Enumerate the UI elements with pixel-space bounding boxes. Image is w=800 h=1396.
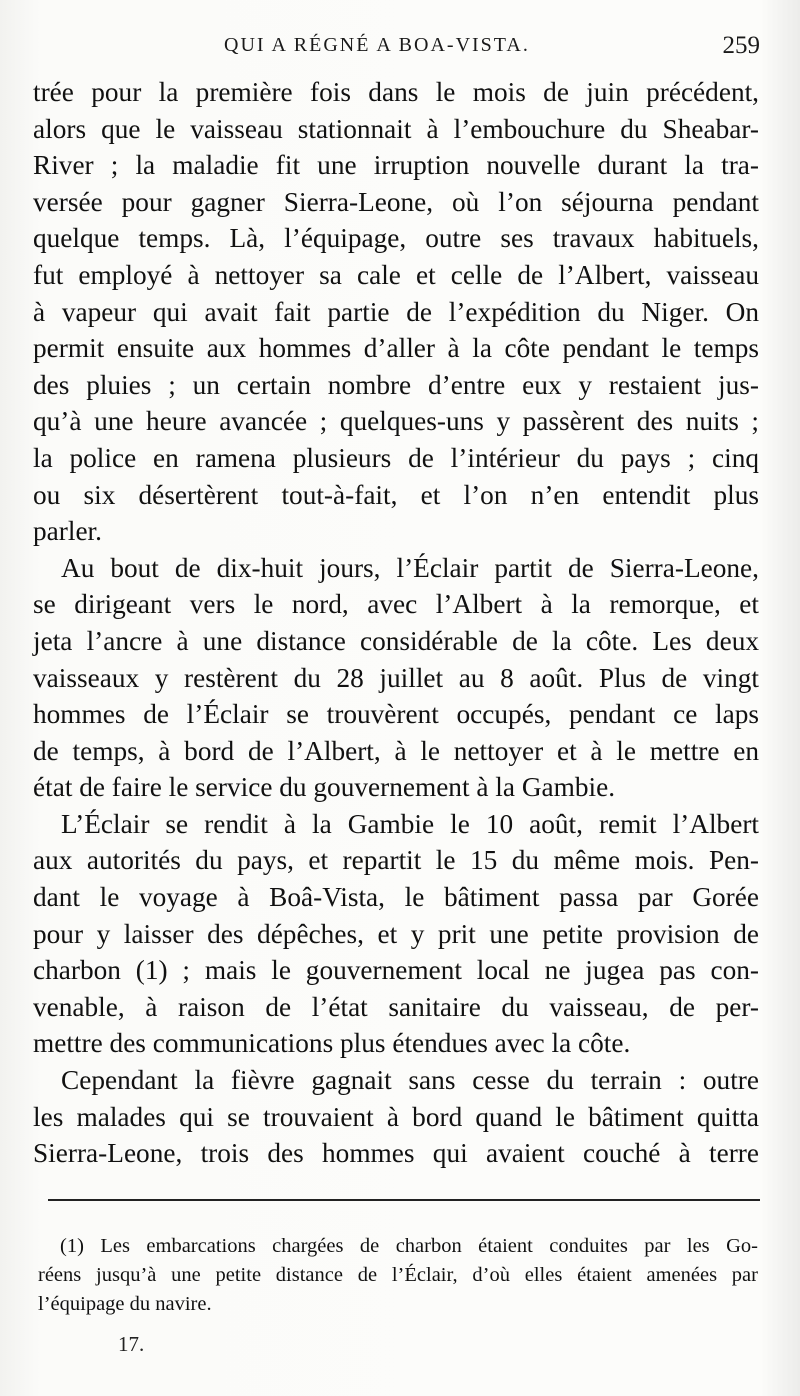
text-line: Au bout de dix-huit jours, l’Éclair partit de Sierra-Leone,	[61, 552, 759, 583]
text-line: dant le voyage à Boâ-Vista, le bâtiment passa par Gorée	[33, 882, 759, 913]
text-line: aux autorités du pays, et repartit le 15 du même mois. Pen-	[33, 845, 759, 876]
text-line: quelque temps. Là, l’équipage, outre ses travaux habituels,	[33, 223, 759, 254]
text-line: les malades qui se trouvaient à bord quand le bâtiment quitta	[33, 1101, 759, 1132]
text-line: mettre des communications plus étendues avec la côte.	[33, 1028, 631, 1059]
text-line: des pluies ; un certain nombre d’entre eux y restaient jus-	[33, 369, 759, 400]
text-line: état de faire le service du gouvernement à la Gambie.	[33, 772, 616, 803]
text-line: alors que le vaisseau stationnait à l’embouchure du Sheabar-	[33, 113, 759, 144]
text-line: jeta l’ancre à une distance considérable de la côte. Les deux	[33, 625, 759, 656]
text-line: qu’à une heure avancée ; quelques-uns y passèrent des nuits ;	[33, 406, 759, 437]
text-line: Sierra-Leone, trois des hommes qui avaient couché à terre	[33, 1138, 759, 1169]
text-line: de temps, à bord de l’Albert, à le nettoyer et à le mettre en	[33, 735, 759, 766]
text-line: vaisseaux y restèrent du 28 juillet au 8 août. Plus de vingt	[33, 662, 759, 693]
footnote-divider	[48, 1199, 760, 1201]
text-line: charbon (1) ; mais le gouvernement local ne jugea pas con-	[33, 955, 759, 986]
footnote-line: (1) Les embarcations chargées de charbon étaient conduites par les Go-	[60, 1235, 758, 1257]
signature-mark: 17.	[118, 1332, 145, 1356]
text-line: River ; la maladie fit une irruption nouvelle durant la tra-	[33, 150, 759, 181]
text-line: trée pour la première fois dans le mois de juin précédent,	[33, 77, 759, 107]
text-line: Cependant la fièvre gagnait sans cesse du terrain : outre	[61, 1065, 759, 1096]
footnote	[38, 1232, 758, 1319]
page-header	[34, 34, 760, 64]
text-line: parler.	[33, 516, 102, 547]
text-line: fut employé à nettoyer sa cale et celle de l’Albert, vaisseau	[33, 259, 759, 290]
text-line: se dirigeant vers le nord, avec l’Albert à la remorque, et	[33, 589, 759, 620]
page-number: 259	[722, 32, 760, 59]
running-head: QUI A RÉGNÉ A BOA-VISTA.	[224, 34, 530, 56]
text-line: L’Éclair se rendit à la Gambie le 10 août, remit l’Albert	[61, 808, 759, 839]
text-line: la police en ramena plusieurs de l’intérieur du pays ; cinq	[33, 442, 759, 473]
text-line: à vapeur qui avait fait partie de l’expédition du Niger. On	[33, 296, 759, 327]
text-line: venable, à raison de l’état sanitaire du vaisseau, de per-	[33, 991, 759, 1022]
text-line: permit ensuite aux hommes d’aller à la côte pendant le temps	[33, 333, 759, 364]
text-line: versée pour gagner Sierra-Leone, où l’on séjourna pendant	[33, 186, 759, 217]
text-line: hommes de l’Éclair se trouvèrent occupés, pendant ce laps	[33, 699, 759, 730]
footnote-line: réens jusqu’à une petite distance de l’Éclair, d’où elles étaient amenées par	[38, 1264, 758, 1286]
main-text	[33, 74, 759, 1172]
text-line: pour y laisser des dépêches, et y prit une petite provision de	[33, 918, 759, 949]
text-line: ou six désertèrent tout-à-fait, et l’on n’en entendit plus	[33, 479, 759, 510]
footnote-line: l’équipage du navire.	[38, 1293, 212, 1315]
